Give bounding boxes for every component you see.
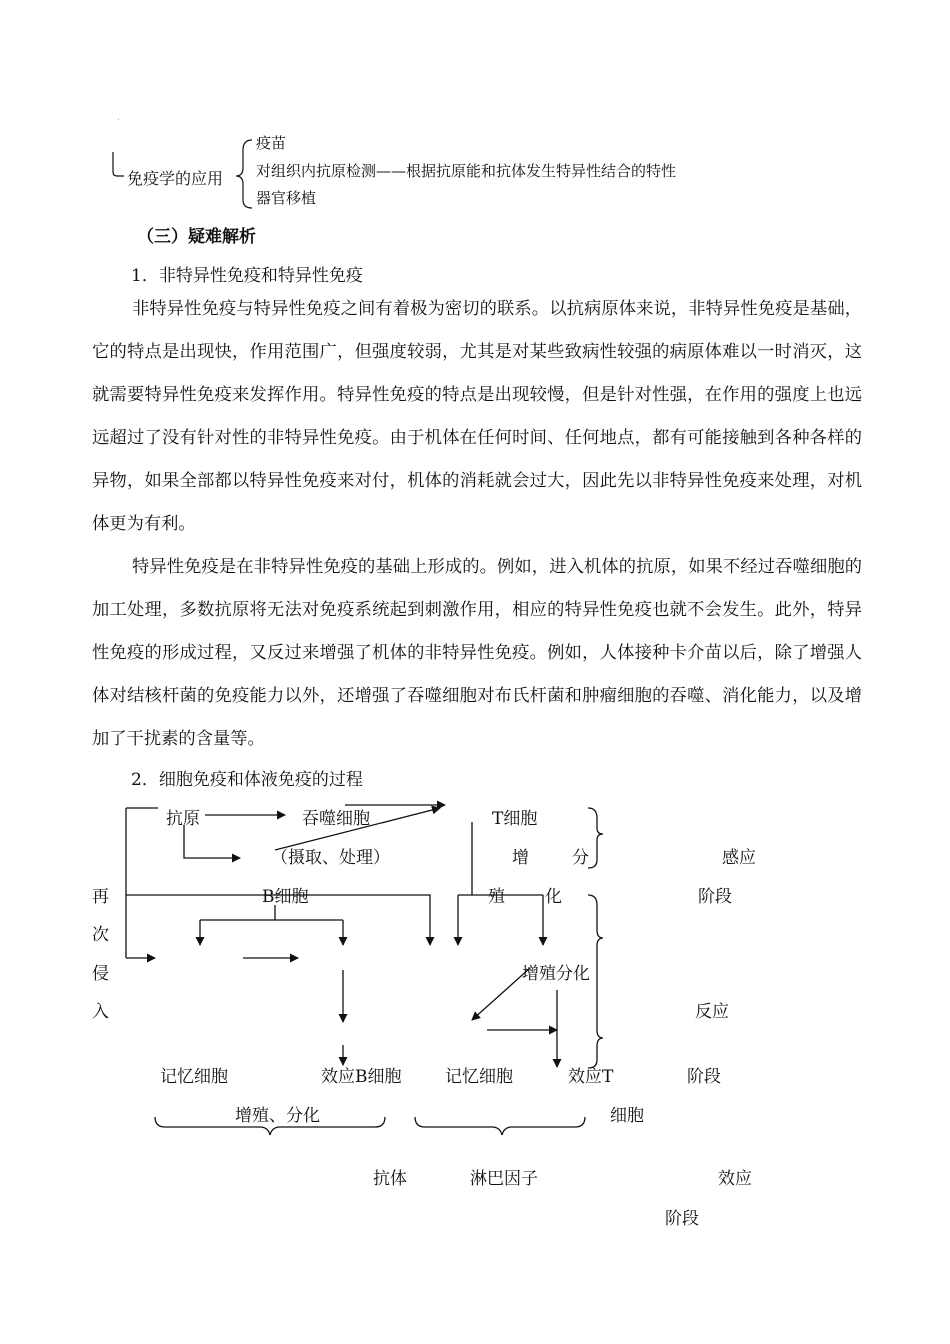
hua-label: 化 xyxy=(545,887,562,907)
phagocyte-label: 吞噬细胞 xyxy=(302,809,370,829)
lymphokine-label: 淋巴因子 xyxy=(470,1169,538,1189)
prolif-label: 增殖分化 xyxy=(522,964,590,984)
stage-sensing-2: 阶段 xyxy=(698,887,732,907)
paragraph-2: 特异性免疫是在非特异性免疫的基础上形成的。例如，进入机体的抗原，如果不经过吞噬细胞的加工处理，多数抗原将无法对免疫系统起到刺激作用，相应的特异性免疫也就不会发生。此外，特异性免疫的形成过程，又反过来增强了机体的非特异性免疫。例如，人体接种卡介苗以后，除了增强人体对结核杆菌的免疫能力以外，还增强了吞噬细胞对布氏杆菌和肿瘤细胞的吞噬、消化能力，以及增加了干扰素的含量等。 xyxy=(92,557,862,749)
fen-label: 分 xyxy=(572,848,589,868)
reinvade-char-1: 再 xyxy=(92,887,109,907)
paragraph-1: 非特异性免疫与特异性免疫之间有着极为密切的联系。以抗病原体来说，非特异性免疫是基础，它的特点是出现快，作用范围广，但强度较弱，尤其是对某些致病性较强的病原体难以一时消灭，这就需要特异性免疫来发挥作用。特异性免疫的特点是出现较慢，但是针对性强，在作用的强度上也远远超过了没有针对性的非特异性免疫。由于机体在任何时间、任何地点，都有可能接触到各种各样的异物，如果全部都以特异性免疫来对付，机体的消耗就会过大，因此先以非特异性免疫来处理，对机体更为有利。 xyxy=(92,299,862,534)
application-item-transplant: 器官移植 xyxy=(256,189,317,207)
application-label: 免疫学的应用 xyxy=(127,169,224,188)
memory-b-label: 记忆细胞 xyxy=(160,1067,228,1087)
subsection1-title: 1．非特异性免疫和特异性免疫 xyxy=(131,266,363,286)
reinvade-char-3: 侵 xyxy=(92,964,109,984)
stray-mark: ˊ xyxy=(116,118,120,127)
effector-t-label-1: 效应T xyxy=(568,1067,614,1087)
memory-t-label: 记忆细胞 xyxy=(445,1067,513,1087)
application-item-vaccine: 疫苗 xyxy=(256,134,287,152)
antigen-label: 抗原 xyxy=(166,809,200,829)
effector-b-label: 效应B细胞 xyxy=(321,1067,402,1087)
stage-effect-2: 阶段 xyxy=(665,1209,699,1229)
stage-effect-1: 效应 xyxy=(718,1169,752,1189)
effect-underbrace xyxy=(415,1117,585,1135)
reinvade-char-4: 入 xyxy=(92,1002,109,1022)
uptake-label: （摄取、处理） xyxy=(271,848,390,868)
zhi-label: 殖 xyxy=(488,887,505,907)
sensing-brace xyxy=(588,808,603,868)
stage-sensing-1: 感应 xyxy=(722,848,756,868)
stage-reaction-1: 反应 xyxy=(695,1002,729,1022)
antigen-to-uptake-arrow xyxy=(184,825,240,858)
application-item-detection: 对组织内抗原检测——根据抗原能和抗体发生特异性结合的特性 xyxy=(256,162,677,180)
t-cell-label: T细胞 xyxy=(492,809,538,829)
effector-t-label-2: 细胞 xyxy=(610,1106,644,1126)
section-heading: （三）疑难解析 xyxy=(137,227,256,247)
antibody-label: 抗体 xyxy=(373,1169,407,1189)
prolif2-label: 增殖、分化 xyxy=(235,1106,320,1126)
zeng-label: 增 xyxy=(512,848,529,868)
stage-reaction-2: 阶段 xyxy=(687,1067,721,1087)
reaction-brace xyxy=(588,895,603,1068)
b-cell-label: B细胞 xyxy=(262,887,309,907)
reinvade-char-2: 次 xyxy=(92,925,109,945)
subsection2-title: 2．细胞免疫和体液免疫的过程 xyxy=(131,770,363,790)
